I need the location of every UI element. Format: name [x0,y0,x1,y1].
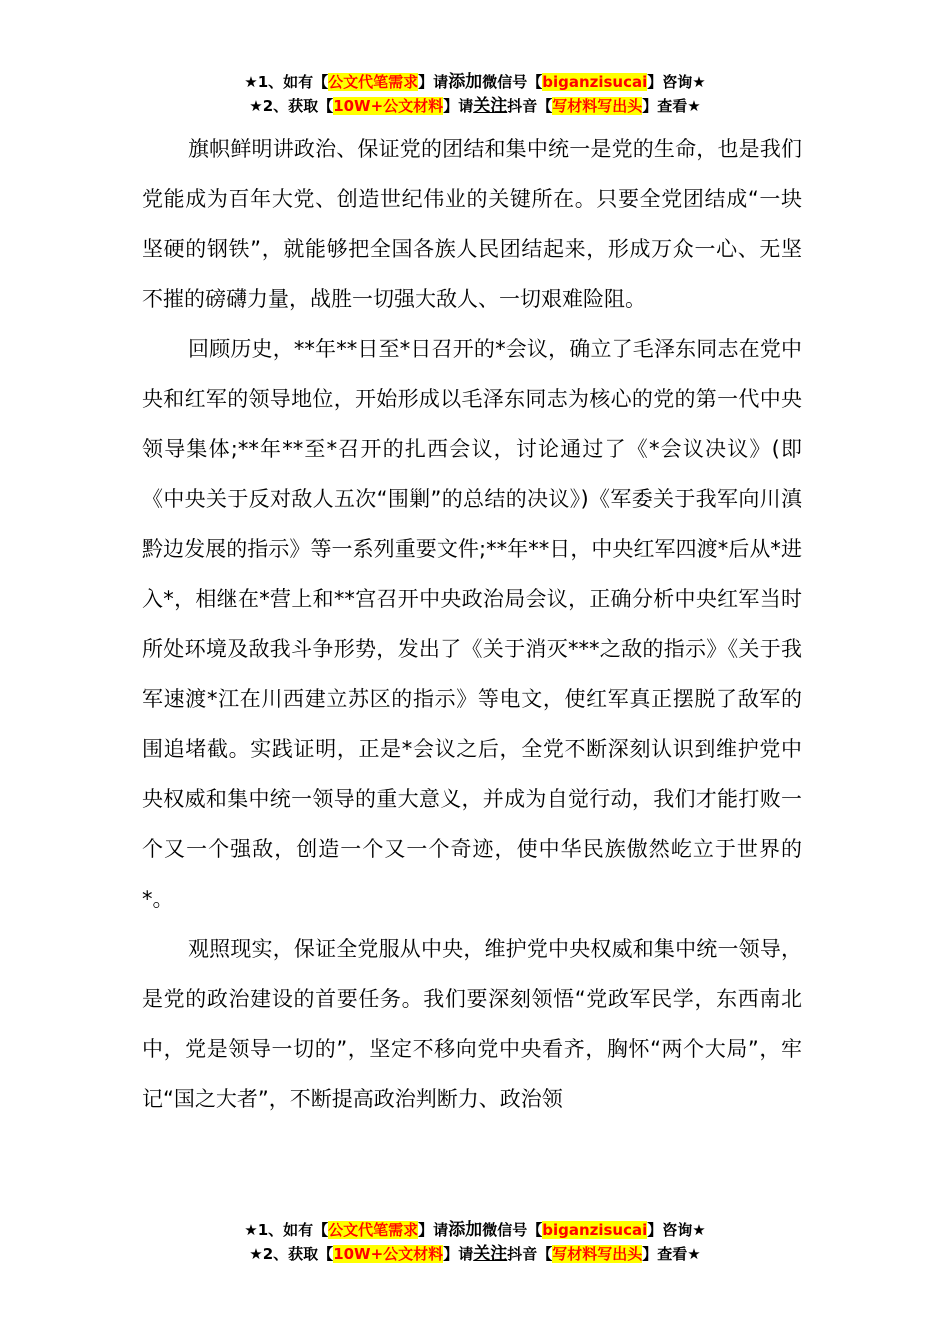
promo-line-2-mid: 】请 [443,97,474,115]
paragraph-1: 旗帜鲜明讲政治、保证党的团结和集中统一是党的生命，也是我们党能成为百年大党、创造世纪伟业的关键所在。只要全党团结成“一块坚硬的钢铁”，就能够把全国各族人民团结起来，形成万众一心、无坚不摧的磅礴力量，战胜一切强大敌人、一切艰难险阻。 [142,137,802,311]
paragraph-2: 回顾历史，**年**日至*日召开的*会议，确立了毛泽东同志在党中央和红军的领导地位，开始形成以毛泽东同志为核心的党的第一代中央领导集体;**年**至*召开的扎西会议，讨论通过了《*会议决议》(即《中央关于反对敌人五次“围剿”的总结的决议》)《军委关于我军向川滇黔边发展的指示》等一系列重要文件;**年**日，中央红军四渡*后从*进入*，相继在*营上和**宫召开中央政治局会议，正确分析中央红军当时所处环境及敌我斗争形势，发出了《关于消灭***之敌的指示》《关于我军速渡*江在川西建立苏区的指示》等电文，使红军真正摆脱了敌军的围追堵截。实践证明，正是*会议之后，全党不断深刻认识到维护党中央权威和集中统一领导的重大意义，并成为自觉行动，我们才能打败一个又一个强敌，创造一个又一个奇迹，使中华民族傲然屹立于世界的*。 [142,337,803,911]
footer-promo-line-2 [0,1242,950,1266]
promo-line-2-emphasis: 关注 [473,96,508,116]
paragraph-3: 观照现实，保证全党服从中央，维护党中央权威和集中统一领导，是党的政治建设的首要任务。我们要深刻领悟“党政军民学，东西南北中，党是领导一切的”，坚定不移向党中央看齐，胸怀“两个大局”，牢记“国之大者”，不断提高政治判断力、政治领 [142,937,802,1111]
footer-line-1-mid: 】请 [418,1221,449,1239]
promo-line-1-highlight-wechat: biganzisucai [542,73,648,91]
promo-line-2 [0,94,950,118]
footer-line-2-highlight-douyin: 写材料写出头 [552,1245,643,1263]
promo-line-2-highlight-douyin: 写材料写出头 [552,97,643,115]
footer-line-1-emphasis: 添加 [448,1220,483,1240]
document-body [142,124,802,1124]
footer-promo-line-1 [0,1218,950,1242]
footer-promo-banner [0,1218,950,1266]
promo-line-1-emphasis: 添加 [448,72,483,92]
promo-line-2-mid2: 抖音【 [507,97,553,115]
footer-line-1-prefix: ★1、如有【 [244,1221,329,1239]
footer-line-1-highlight-wechat: biganzisucai [542,1221,648,1239]
header-promo-banner [0,70,950,118]
promo-line-2-highlight-materials: 10W+公文材料 [333,97,444,115]
promo-line-2-suffix: 】查看★ [642,97,701,115]
footer-line-1-suffix: 】咨询★ [647,1221,706,1239]
footer-line-1-highlight-service: 公文代笔需求 [328,1221,419,1239]
footer-line-2-prefix: ★2、获取【 [249,1245,334,1263]
promo-line-1-highlight-service: 公文代笔需求 [328,73,419,91]
promo-line-1-suffix: 】咨询★ [647,73,706,91]
footer-line-2-mid: 】请 [443,1245,474,1263]
footer-line-1-mid2: 微信号【 [482,1221,543,1239]
promo-line-2-prefix: ★2、获取【 [249,97,334,115]
footer-line-2-highlight-materials: 10W+公文材料 [333,1245,444,1263]
promo-line-1 [0,70,950,94]
promo-line-1-prefix: ★1、如有【 [244,73,329,91]
footer-line-2-suffix: 】查看★ [642,1245,701,1263]
footer-line-2-mid2: 抖音【 [507,1245,553,1263]
promo-line-1-mid: 】请 [418,73,449,91]
promo-line-1-mid2: 微信号【 [482,73,543,91]
footer-line-2-emphasis: 关注 [473,1244,508,1264]
